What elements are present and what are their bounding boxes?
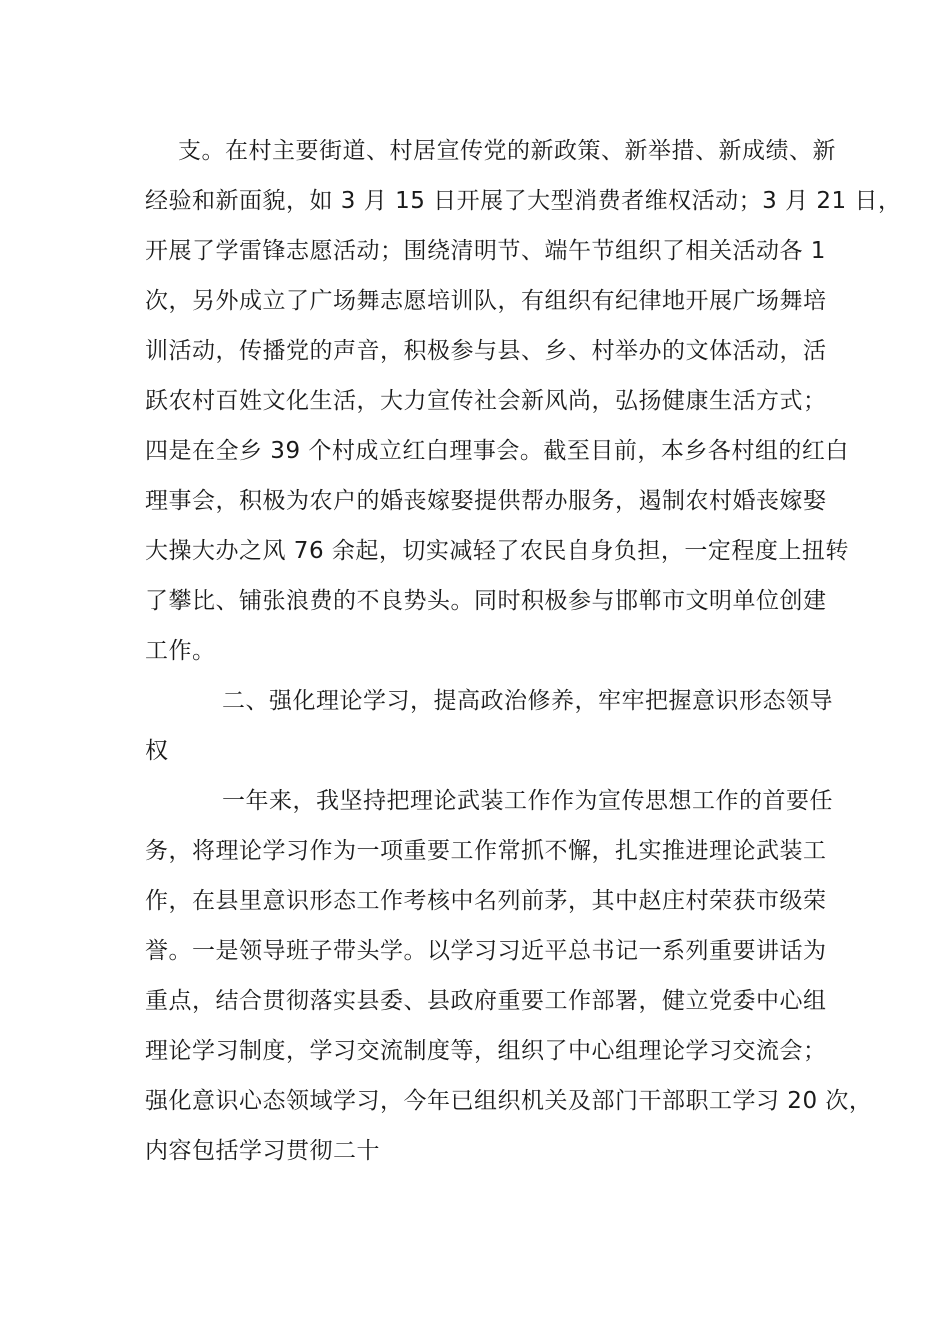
text-line: 理事会，积极为农户的婚丧嫁娶提供帮办服务，遏制农村婚丧嫁娶 <box>145 488 827 514</box>
text-line: 支。在村主要街道、村居宣传党的新政策、新举措、新成绩、新 <box>178 138 836 164</box>
text-line: 训活动，传播党的声音，积极参与县、乡、村举办的文体活动，活 <box>145 338 827 364</box>
text-line: 誉。一是领导班子带头学。以学习习近平总书记一系列重要讲话为 <box>145 938 827 964</box>
text-line: 一年来，我坚持把理论武装工作作为宣传思想工作的首要任 <box>222 788 833 814</box>
text-line: 理论学习制度，学习交流制度等，组织了中心组理论学习交流会； <box>145 1038 827 1064</box>
section-heading-continued: 权 <box>145 738 169 764</box>
text-line: 工作。 <box>145 638 216 664</box>
text-line: 经验和新面貌，如 3 月 15 日开展了大型消费者维权活动；3 月 21 日， <box>145 188 902 214</box>
text-line: 内容包括学习贯彻二十 <box>145 1138 380 1164</box>
text-line: 次，另外成立了广场舞志愿培训队，有组织有纪律地开展广场舞培 <box>145 288 827 314</box>
text-line: 跃农村百姓文化生活，大力宣传社会新风尚，弘扬健康生活方式； <box>145 388 827 414</box>
text-line: 务，将理论学习作为一项重要工作常抓不懈，扎实推进理论武装工 <box>145 838 827 864</box>
text-line: 开展了学雷锋志愿活动；围绕清明节、端午节组织了相关活动各 1 <box>145 238 826 264</box>
text-line: 作，在县里意识形态工作考核中名列前茅，其中赵庄村荣获市级荣 <box>145 888 827 914</box>
text-line: 强化意识心态领域学习，今年已组织机关及部门干部职工学习 20 次， <box>145 1088 873 1114</box>
text-line: 大操大办之风 76 余起，切实减轻了农民自身负担，一定程度上扭转 <box>145 538 849 564</box>
text-line: 了攀比、铺张浪费的不良势头。同时积极参与邯郸市文明单位创建 <box>145 588 827 614</box>
text-line: 四是在全乡 39 个村成立红白理事会。截至目前，本乡各村组的红白 <box>145 438 849 464</box>
section-heading: 二、强化理论学习，提高政治修养，牢牢把握意识形态领导 <box>222 688 833 714</box>
text-line: 重点，结合贯彻落实县委、县政府重要工作部署，健立党委中心组 <box>145 988 827 1014</box>
